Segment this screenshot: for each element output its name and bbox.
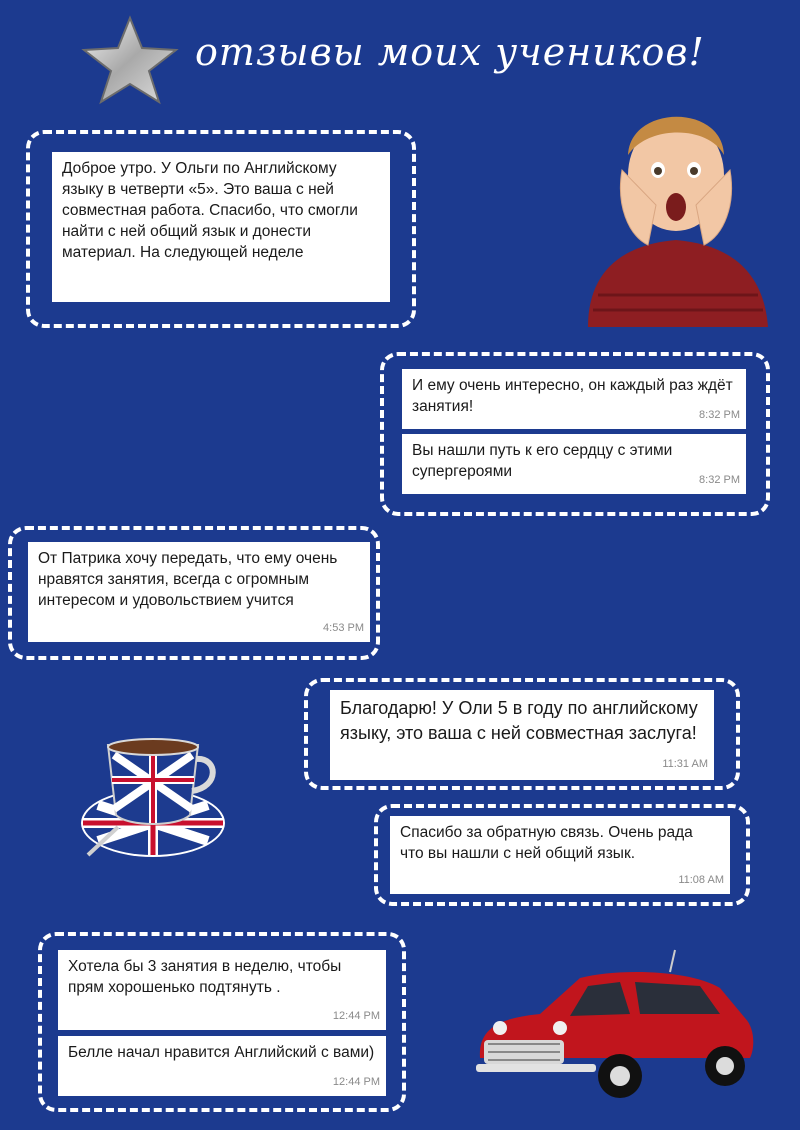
- red-car-photo: [470, 948, 760, 1108]
- message-time: 11:08 AM: [678, 874, 724, 886]
- message-text: Доброе утро. У Ольги по Английскому языку в четверти «5». Это ваша с ней совместная работа. Спасибо, что смогли найти с ней общий язык и донести материал. На следующей неделе: [62, 160, 358, 261]
- page-title: отзывы моих учеников!: [195, 30, 705, 74]
- message-text: Белле начал нравится Английский с вами): [68, 1044, 375, 1061]
- message-text: И ему очень интересно, он каждый раз ждёт занятия!: [412, 377, 733, 415]
- message-text: От Патрика хочу передать, что ему очень нравятся занятия, всегда с огромным интересом и удовольствием учится: [38, 550, 338, 609]
- message-time: 8:32 PM: [699, 409, 740, 421]
- star-icon: [80, 14, 180, 106]
- chat-bubble: [52, 152, 390, 302]
- boy-photo: [578, 95, 774, 327]
- message-text: Благодарю! У Оли 5 в году по английскому языку, это ваша с ней совместная заслуга!: [340, 698, 698, 743]
- message-text: Хотела бы 3 занятия в неделю, чтобы прям хорошенько подтянуть .: [68, 958, 342, 996]
- message-time: 12:44 PM: [332, 1076, 380, 1088]
- message-time: 11:31 AM: [662, 758, 708, 770]
- chat-bubble: [28, 542, 370, 642]
- message-time: 12:44 PM: [332, 1010, 380, 1022]
- message-time: 4:53 PM: [323, 622, 364, 634]
- message-text: Вы нашли путь к его сердцу с этими супергероями: [412, 442, 673, 480]
- chat-bubble: [58, 1036, 386, 1096]
- teacup-photo: [78, 735, 228, 863]
- chat-bubble: [330, 690, 714, 780]
- chat-bubble: [390, 816, 730, 894]
- chat-bubble: [58, 950, 386, 1030]
- message-time: 8:32 PM: [699, 474, 740, 486]
- chat-bubble: [402, 369, 746, 429]
- message-text: Спасибо за обратную связь. Очень рада что вы нашли с ней общий язык.: [400, 824, 693, 862]
- chat-bubble: [402, 434, 746, 494]
